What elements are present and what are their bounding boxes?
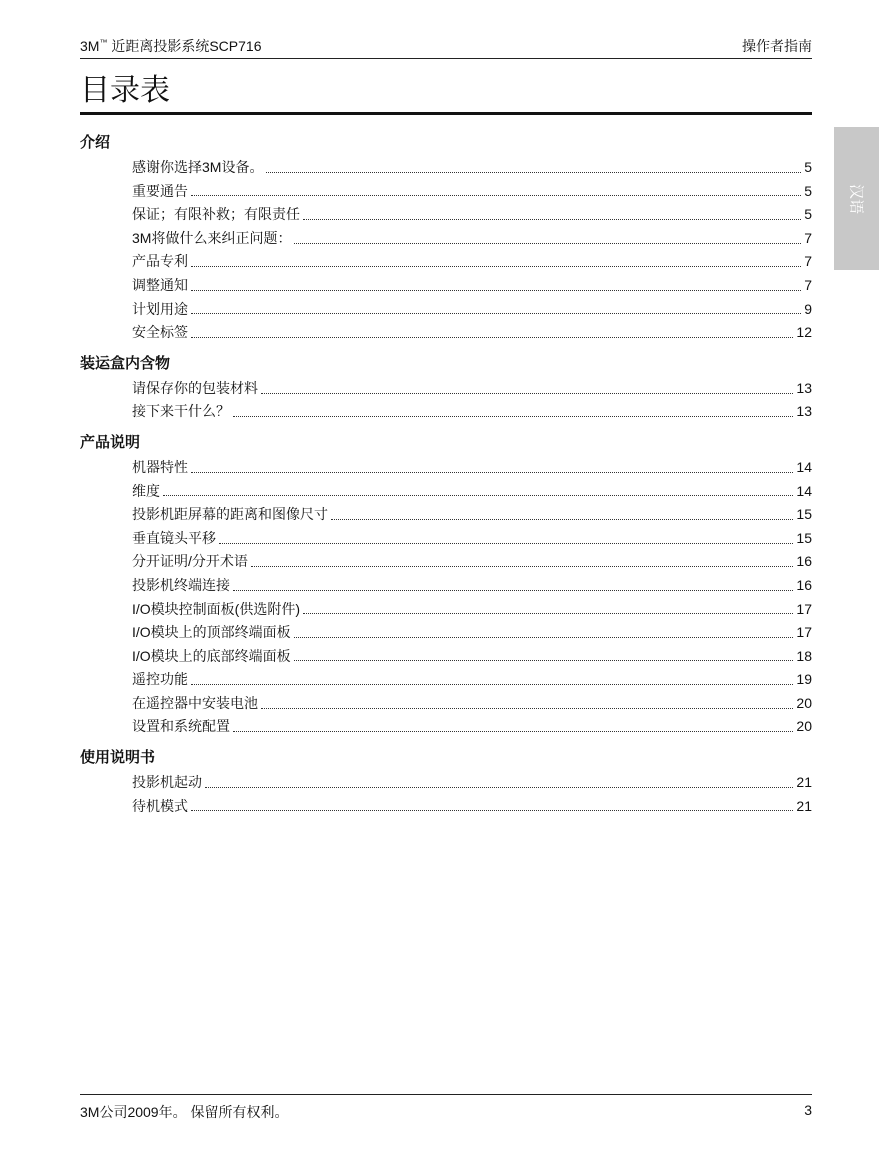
dot-leader [261, 707, 793, 709]
dot-leader [294, 659, 794, 661]
toc-entry-label: 维度 [132, 482, 160, 499]
toc-entry-label: 投影机终端连接 [132, 576, 230, 593]
dot-leader [294, 242, 801, 244]
toc-entry[interactable] [132, 574, 812, 598]
toc-entry[interactable] [132, 180, 812, 204]
language-tab [834, 127, 879, 270]
dot-leader [261, 392, 793, 394]
toc-entry-page: 16 [796, 576, 812, 593]
toc-entry-page: 5 [804, 182, 812, 199]
table-of-contents [80, 130, 812, 824]
toc-entry-label: 在遥控器中安装电池 [132, 694, 258, 711]
dot-leader [191, 471, 793, 473]
dot-leader [191, 312, 801, 314]
toc-entry-page: 21 [796, 774, 812, 791]
toc-entry-label: 机器特性 [132, 458, 188, 475]
toc-entry-page: 7 [804, 229, 812, 246]
toc-entry-label: 垂直镜头平移 [132, 529, 216, 546]
toc-section-title: 装运盒内含物 [80, 354, 171, 372]
toc-entry-label: 重要通告 [132, 182, 188, 199]
toc-entry-label: 感谢你选择3M设备。 [132, 159, 264, 175]
toc-entry-page: 18 [796, 647, 812, 664]
dot-leader [205, 786, 793, 788]
toc-entry-page: 21 [796, 797, 812, 814]
toc-entry-page: 13 [796, 403, 812, 420]
toc-entry-page: 16 [796, 553, 812, 570]
toc-entry[interactable] [132, 715, 812, 739]
dot-leader [266, 171, 801, 173]
page-title: 目录表 [80, 72, 812, 115]
toc-section [80, 130, 812, 345]
toc-entry-page: 15 [796, 529, 812, 546]
header-brand: 3M [80, 38, 100, 54]
dot-leader [191, 265, 801, 267]
footer-page-number: 3 [804, 1102, 812, 1118]
dot-leader [191, 809, 793, 811]
toc-entry-page: 14 [796, 458, 812, 475]
dot-leader [191, 194, 801, 196]
dot-leader [233, 730, 793, 732]
toc-entry-label: 分开证明/分开术语 [132, 553, 248, 570]
toc-entry[interactable] [132, 668, 812, 692]
toc-entry[interactable] [132, 692, 812, 716]
header-product [80, 36, 262, 56]
toc-section [80, 351, 812, 424]
toc-entry-label: I/O模块上的顶部终端面板 [132, 624, 291, 641]
toc-entry-page: 15 [796, 506, 812, 523]
dot-leader [233, 589, 793, 591]
toc-entry-label: 计划用途 [132, 300, 188, 317]
toc-entry-page: 5 [804, 159, 812, 175]
toc-entry-label: 保证；有限补救；有限责任 [132, 206, 300, 223]
dot-leader [191, 336, 793, 338]
toc-entry-label: I/O模块控制面板(供选附件) [132, 600, 300, 617]
footer-copyright: 3M公司2009年。 保留所有权利。 [80, 1104, 289, 1120]
toc-entry-page: 7 [804, 276, 812, 293]
toc-section-title: 介绍 [80, 134, 111, 151]
toc-entry-label: I/O模块上的底部终端面板 [132, 647, 291, 664]
toc-entry[interactable] [132, 400, 812, 424]
toc-entry-page: 17 [796, 624, 812, 641]
toc-entry[interactable] [132, 298, 812, 322]
toc-entry-label: 产品专利 [132, 253, 188, 270]
toc-entry-page: 12 [796, 324, 812, 341]
toc-section [80, 745, 812, 818]
toc-section-title: 产品说明 [80, 433, 141, 451]
toc-entry-page: 20 [796, 694, 812, 711]
toc-section-title: 使用说明书 [80, 749, 156, 767]
dot-leader [191, 289, 801, 291]
toc-entry-label: 请保存你的包装材料 [132, 379, 258, 396]
dot-leader [233, 415, 793, 417]
toc-entry-label: 安全标签 [132, 324, 188, 341]
toc-entry-label: 投影机距屏幕的距离和图像尺寸 [132, 506, 328, 523]
dot-leader [163, 494, 793, 496]
toc-entry-label: 投影机起动 [132, 774, 202, 791]
page-header [80, 34, 812, 59]
header-guide: 操作者指南 [742, 38, 812, 54]
toc-entry[interactable] [132, 250, 812, 274]
toc-entry[interactable] [132, 550, 812, 574]
toc-entry-label: 遥控功能 [132, 671, 188, 688]
toc-entry-label: 3M将做什么来纠正问题： [132, 229, 292, 246]
toc-entry[interactable] [132, 795, 812, 819]
dot-leader [331, 518, 793, 520]
toc-entry[interactable] [132, 156, 812, 180]
dot-leader [294, 636, 794, 638]
dot-leader [251, 565, 794, 567]
header-product-name: 近距离投影系统SCP716 [107, 38, 262, 54]
toc-entry-page: 13 [796, 379, 812, 396]
trademark-symbol: ™ [99, 38, 108, 47]
toc-entry[interactable] [132, 771, 812, 795]
toc-entry[interactable] [132, 203, 812, 227]
toc-entry-page: 7 [804, 253, 812, 270]
toc-entry-page: 5 [804, 206, 812, 223]
toc-entry[interactable] [132, 274, 812, 298]
language-tab-label: 汉语 [847, 183, 864, 214]
toc-entry[interactable] [132, 527, 812, 551]
toc-entry[interactable] [132, 227, 812, 251]
toc-entry[interactable] [132, 621, 812, 645]
toc-entry-label: 设置和系统配置 [132, 718, 230, 735]
toc-entry[interactable] [132, 503, 812, 527]
dot-leader [191, 683, 793, 685]
toc-entry[interactable] [132, 480, 812, 504]
toc-entry-page: 20 [796, 718, 812, 735]
toc-entry-page: 19 [796, 671, 812, 688]
toc-entry[interactable] [132, 377, 812, 401]
dot-leader [303, 218, 801, 220]
toc-entry-page: 14 [796, 482, 812, 499]
toc-entry-label: 调整通知 [132, 276, 188, 293]
toc-entry-label: 待机模式 [132, 797, 188, 814]
page-footer [80, 1094, 812, 1120]
dot-leader [303, 612, 793, 614]
toc-entry-page: 17 [796, 600, 812, 617]
toc-entry[interactable] [132, 456, 812, 480]
dot-leader [219, 542, 793, 544]
toc-entry[interactable] [132, 321, 812, 345]
toc-entry[interactable] [132, 598, 812, 622]
toc-entry[interactable] [132, 645, 812, 669]
toc-entry-label: 接下来干什么？ [132, 403, 230, 420]
toc-entry-page: 9 [804, 300, 812, 317]
toc-section [80, 430, 812, 739]
